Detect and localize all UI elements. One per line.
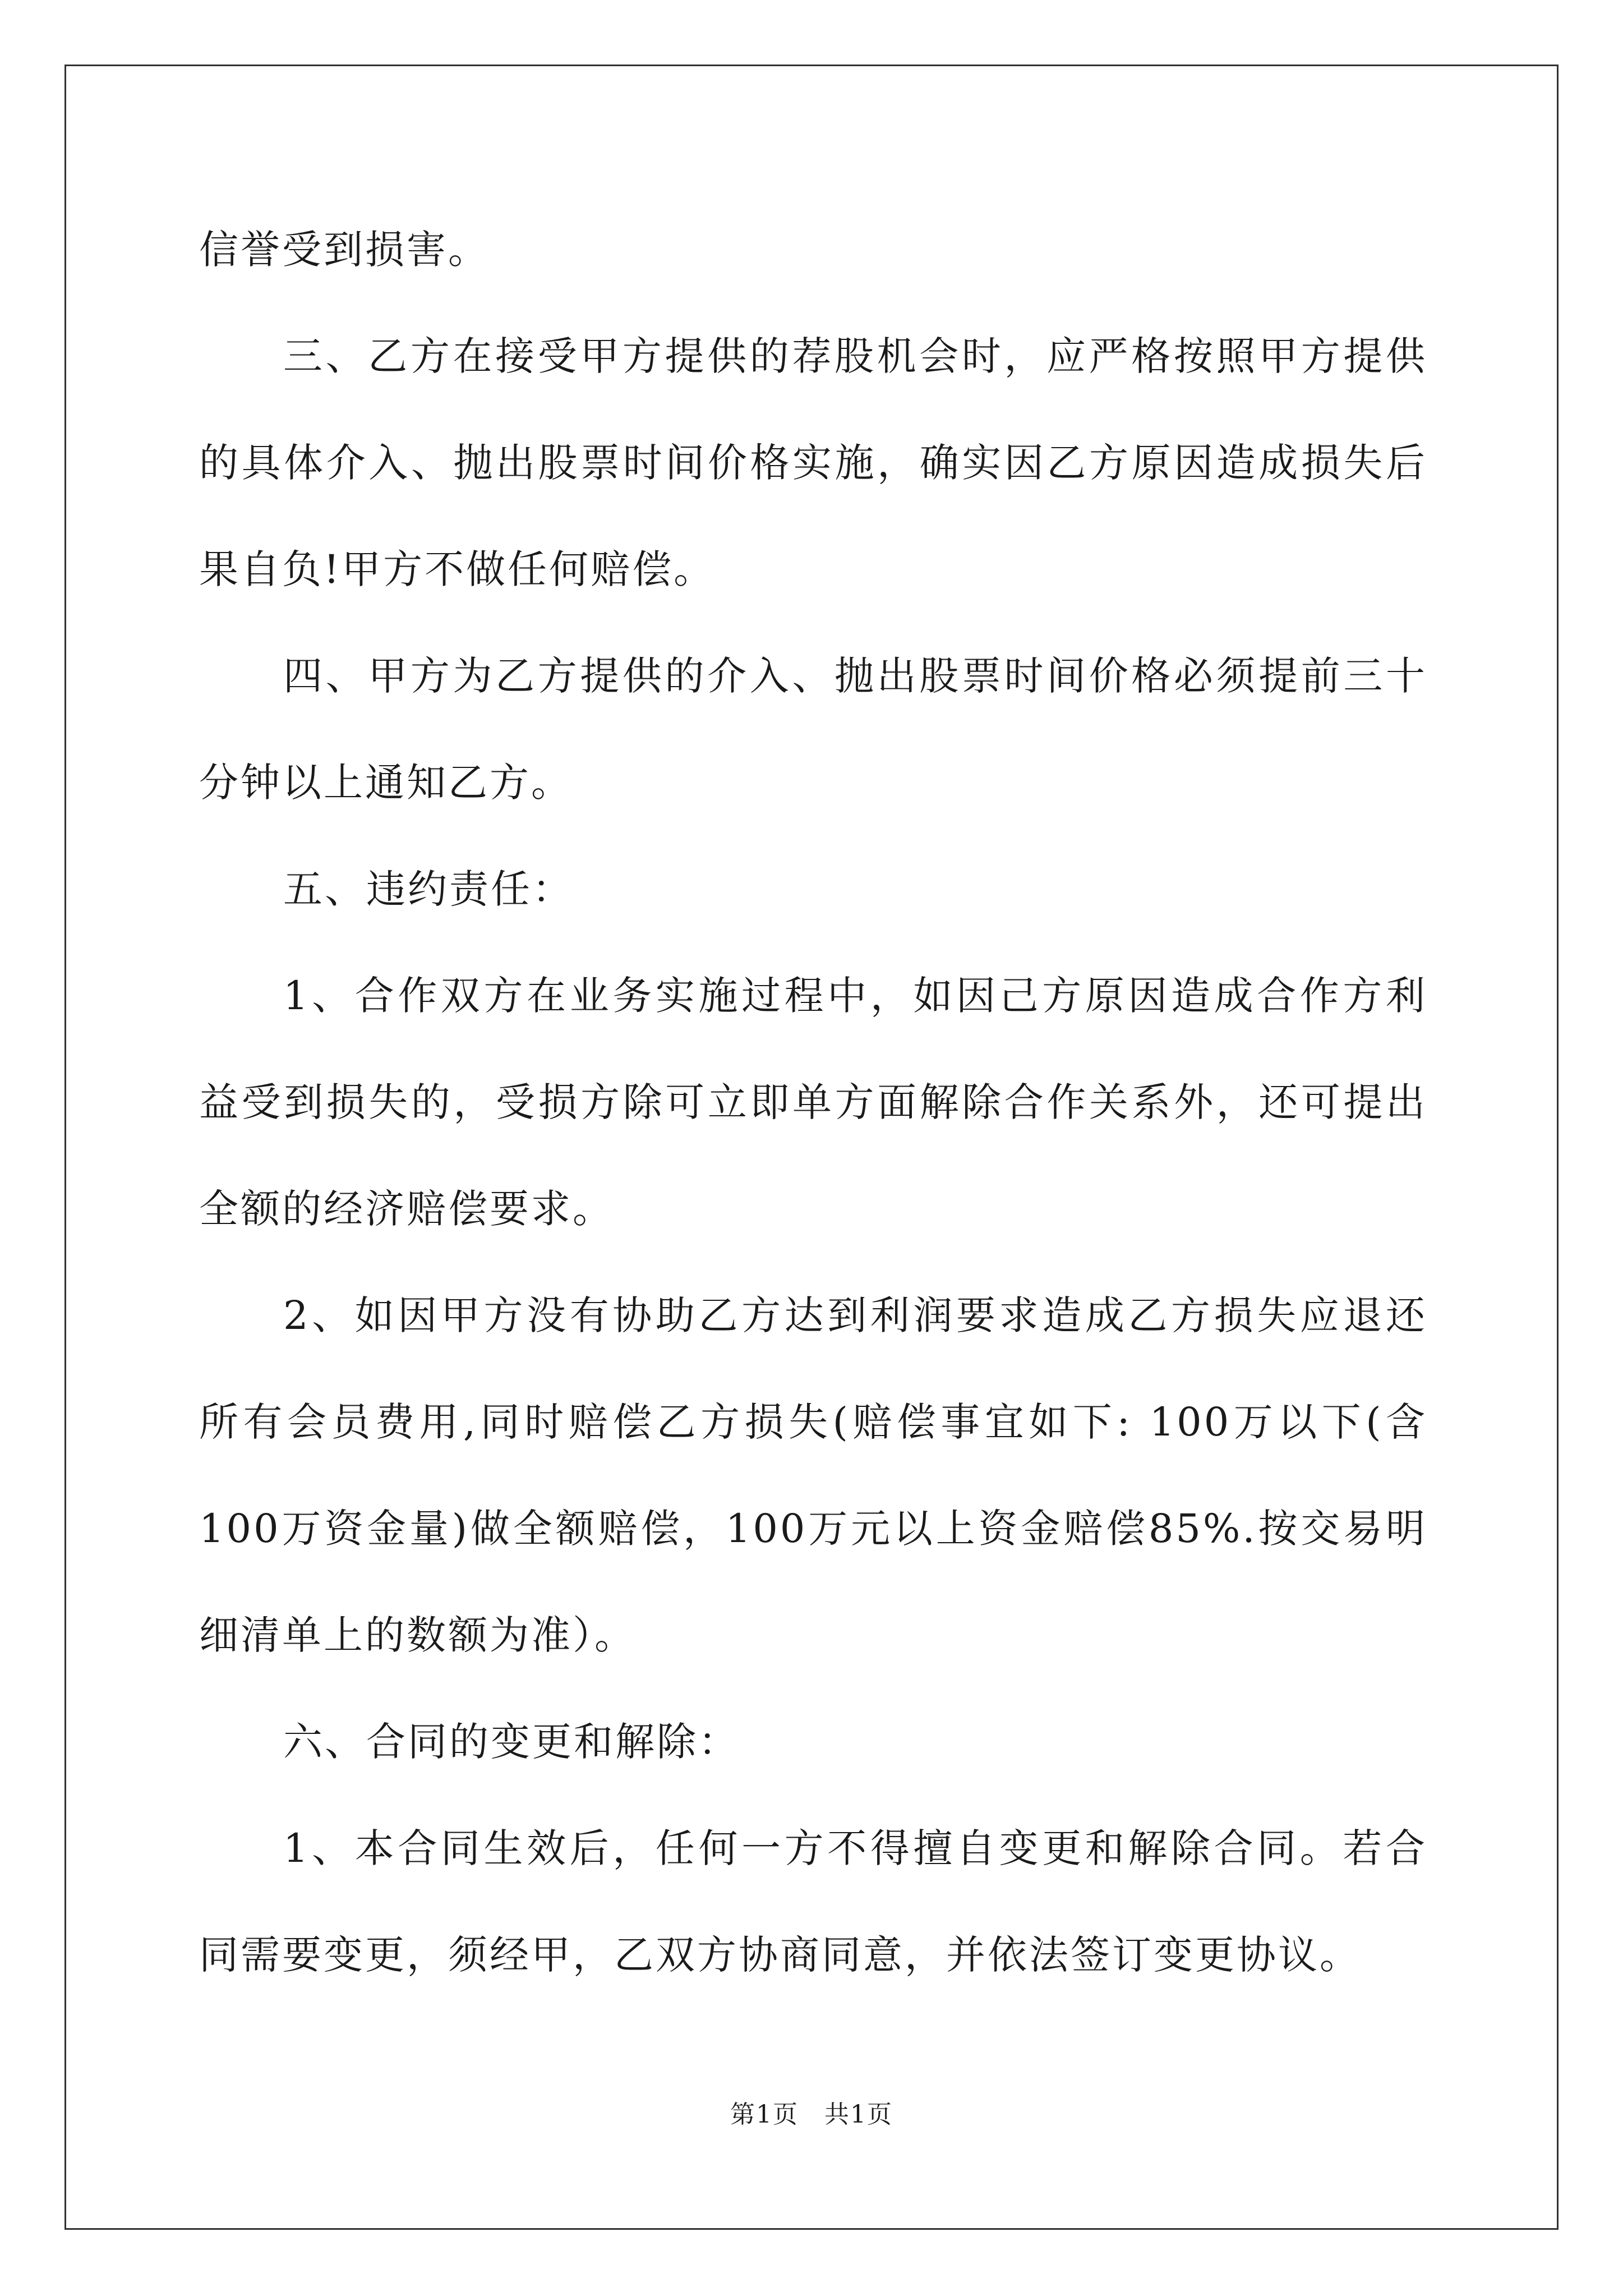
document-body <box>199 196 1427 2008</box>
paragraph: 四、甲方为乙方提供的介入、抛出股票时间价格必须提前三十分钟以上通知乙方。 <box>199 653 1427 806</box>
paragraph: 信誉受到损害。 <box>199 227 490 273</box>
paragraph: 五、违约责任： <box>283 866 574 912</box>
paragraph: 三、乙方在接受甲方提供的荐股机会时，应严格按照甲方提供的具体介入、抛出股票时间价格实施，确实因乙方原因造成损失后果自负!甲方不做任何赔偿。 <box>199 333 1427 592</box>
paragraph: 2、如因甲方没有协助乙方达到利润要求造成乙方损失应退还所有会员费用,同时赔偿乙方损失(赔偿事宜如下: 100万以下(含100万资金量)做全额赔偿，100万元以上资金赔偿85%.按交易明细清单上的数额为准）。 <box>199 1292 1427 1658</box>
paragraph: 1、本合同生效后，任何一方不得擅自变更和解除合同。若合同需要变更，须经甲，乙双方协商同意，并依法签订变更协议。 <box>199 1825 1427 1978</box>
paragraph: 1、合作双方在业务实施过程中，如因己方原因造成合作方利益受到损失的，受损方除可立即单方面解除合作关系外，还可提出全额的经济赔偿要求。 <box>199 973 1427 1232</box>
page-footer: 第1页 共1页 <box>730 2100 893 2129</box>
paragraph: 六、合同的变更和解除： <box>283 1719 740 1765</box>
